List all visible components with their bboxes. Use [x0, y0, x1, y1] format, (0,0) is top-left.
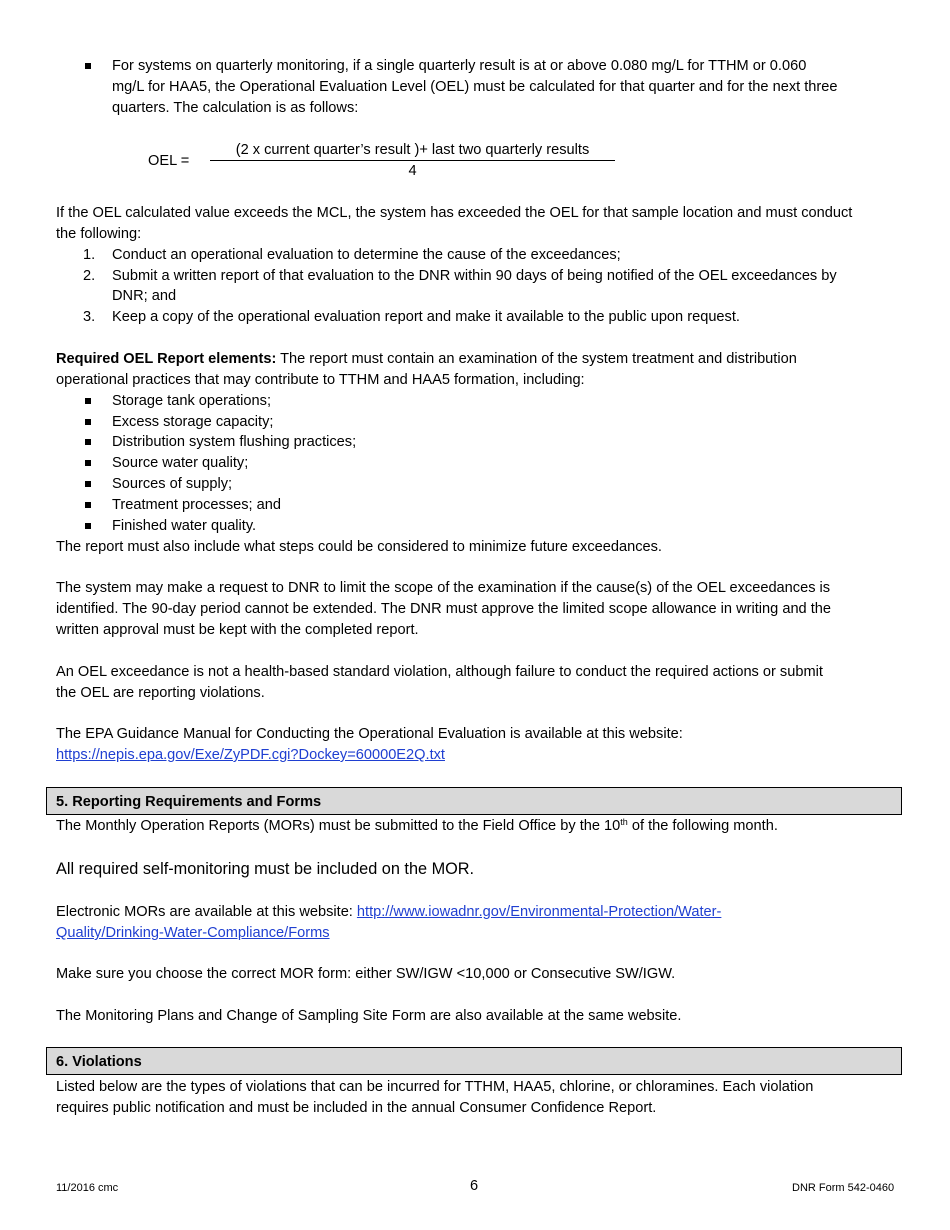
mor-forms-link-continued[interactable]: Quality/Drinking-Water-Compliance/Forms — [56, 925, 330, 941]
step-text-2-line-1: Submit a written report of that evaluation to the DNR within 90 days of being notified of the OEL exceedances by — [112, 268, 837, 284]
electronic-mors-text: Electronic MORs are available at this website: — [56, 904, 357, 920]
scope-paragraph-line-3: written approval must be kept with the completed report. — [56, 622, 419, 638]
monitoring-plans-text: The Monitoring Plans and Change of Sampling Site Form are also available at the same website. — [56, 1008, 682, 1024]
step-number-3: 3. — [83, 309, 96, 325]
step-text-1: Conduct an operational evaluation to determine the cause of the exceedances; — [112, 247, 621, 263]
bullet-marker — [85, 460, 91, 466]
quarterly-bullet-line-2: mg/L for HAA5, the Operational Evaluation Level (OEL) must be calculated for that quarter and for the next three — [112, 79, 838, 95]
quarterly-bullet-line-1: For systems on quarterly monitoring, if a single quarterly result is at or above 0.080 mg/L for TTHM or 0.060 — [112, 58, 807, 74]
report-elements-heading: Required OEL Report elements: — [56, 351, 277, 367]
violation-paragraph-line-1: An OEL exceedance is not a health-based standard violation, although failure to conduct the required actions or submit — [56, 664, 823, 680]
report-item-2: Excess storage capacity; — [112, 414, 274, 430]
violation-paragraph-line-2: the OEL are reporting violations. — [56, 685, 265, 701]
scope-paragraph-line-1: The system may make a request to DNR to limit the scope of the examination if the cause(s) of the OEL exceedances is — [56, 580, 831, 596]
report-elements-intro: The report must contain an examination of the system treatment and distribution — [276, 351, 797, 367]
bullet-marker — [85, 481, 91, 487]
mor-text-part-1: The Monthly Operation Reports (MORs) must be submitted to the Field Office by the 10 — [56, 818, 621, 834]
bullet-marker — [85, 523, 91, 529]
report-item-5: Sources of supply; — [112, 476, 233, 492]
bullet-marker — [85, 502, 91, 508]
section-5-header — [46, 787, 902, 815]
electronic-mors-line-2 — [56, 923, 330, 944]
section-6-title: 6. Violations — [56, 1054, 142, 1070]
formula-label: OEL = — [148, 153, 190, 169]
footer-date: 11/2016 cmc — [56, 1182, 119, 1194]
scope-paragraph-line-2: identified. The 90-day period cannot be extended. The DNR must approve the limited scope allowance in writing and the — [56, 601, 832, 617]
exceed-paragraph-line-2: the following: — [56, 226, 142, 242]
epa-guidance-link[interactable]: https://nepis.epa.gov/Exe/ZyPDF.cgi?Dockey=60000E2Q.txt — [56, 747, 445, 763]
report-elements-closing: The report must also include what steps could be considered to minimize future exceedances. — [56, 539, 662, 555]
formula-numerator: (2 x current quarter’s result )+ last two quarterly results — [235, 142, 590, 158]
step-number-2: 2. — [83, 268, 96, 284]
footer-page-number: 6 — [470, 1178, 479, 1194]
report-item-3: Distribution system flushing practices; — [112, 434, 357, 450]
bullet-marker — [85, 398, 91, 404]
report-item-1: Storage tank operations; — [112, 393, 272, 409]
step-text-2-line-2: DNR; and — [112, 288, 177, 304]
formula-denominator: 4 — [408, 163, 417, 179]
report-item-4: Source water quality; — [112, 455, 249, 471]
report-elements-line-1 — [56, 349, 797, 370]
choose-form-text: Make sure you choose the correct MOR form: either SW/IGW <10,000 or Consecutive SW/IGW. — [56, 966, 676, 982]
guidance-text: The EPA Guidance Manual for Conducting the Operational Evaluation is available at this website: — [56, 726, 683, 742]
quarterly-bullet-line-3: quarters. The calculation is as follows: — [112, 100, 359, 116]
mor-text-part-2: of the following month. — [627, 818, 778, 834]
step-text-3: Keep a copy of the operational evaluation report and make it available to the public upon request. — [112, 309, 740, 325]
guidance-link-line — [56, 745, 445, 766]
mor-ordinal-suffix: th — [620, 817, 628, 827]
bullet-marker — [85, 63, 91, 69]
section-6-header — [46, 1047, 902, 1075]
report-item-6: Treatment processes; and — [112, 497, 281, 513]
footer-form-number: DNR Form 542-0460 — [792, 1182, 895, 1194]
section-5-title: 5. Reporting Requirements and Forms — [56, 794, 322, 810]
bullet-marker — [85, 419, 91, 425]
mor-submission-text — [56, 816, 778, 837]
exceed-paragraph-line-1: If the OEL calculated value exceeds the MCL, the system has exceeded the OEL for that sample location and must conduct — [56, 205, 853, 221]
electronic-mors-line-1 — [56, 902, 721, 923]
bullet-marker — [85, 439, 91, 445]
violations-text-line-1: Listed below are the types of violations that can be incurred for TTHM, HAA5, chlorine, or chloramines. Each violation — [56, 1079, 814, 1095]
report-item-7: Finished water quality. — [112, 518, 257, 534]
violations-text-line-2: requires public notification and must be included in the annual Consumer Confidence Report. — [56, 1100, 657, 1116]
report-elements-line-2: operational practices that may contribute to TTHM and HAA5 formation, including: — [56, 372, 585, 388]
mor-forms-link[interactable]: http://www.iowadnr.gov/Environmental-Protection/Water- — [356, 904, 722, 920]
self-monitoring-text: All required self-monitoring must be included on the MOR. — [56, 860, 475, 878]
step-number-1: 1. — [83, 247, 96, 263]
